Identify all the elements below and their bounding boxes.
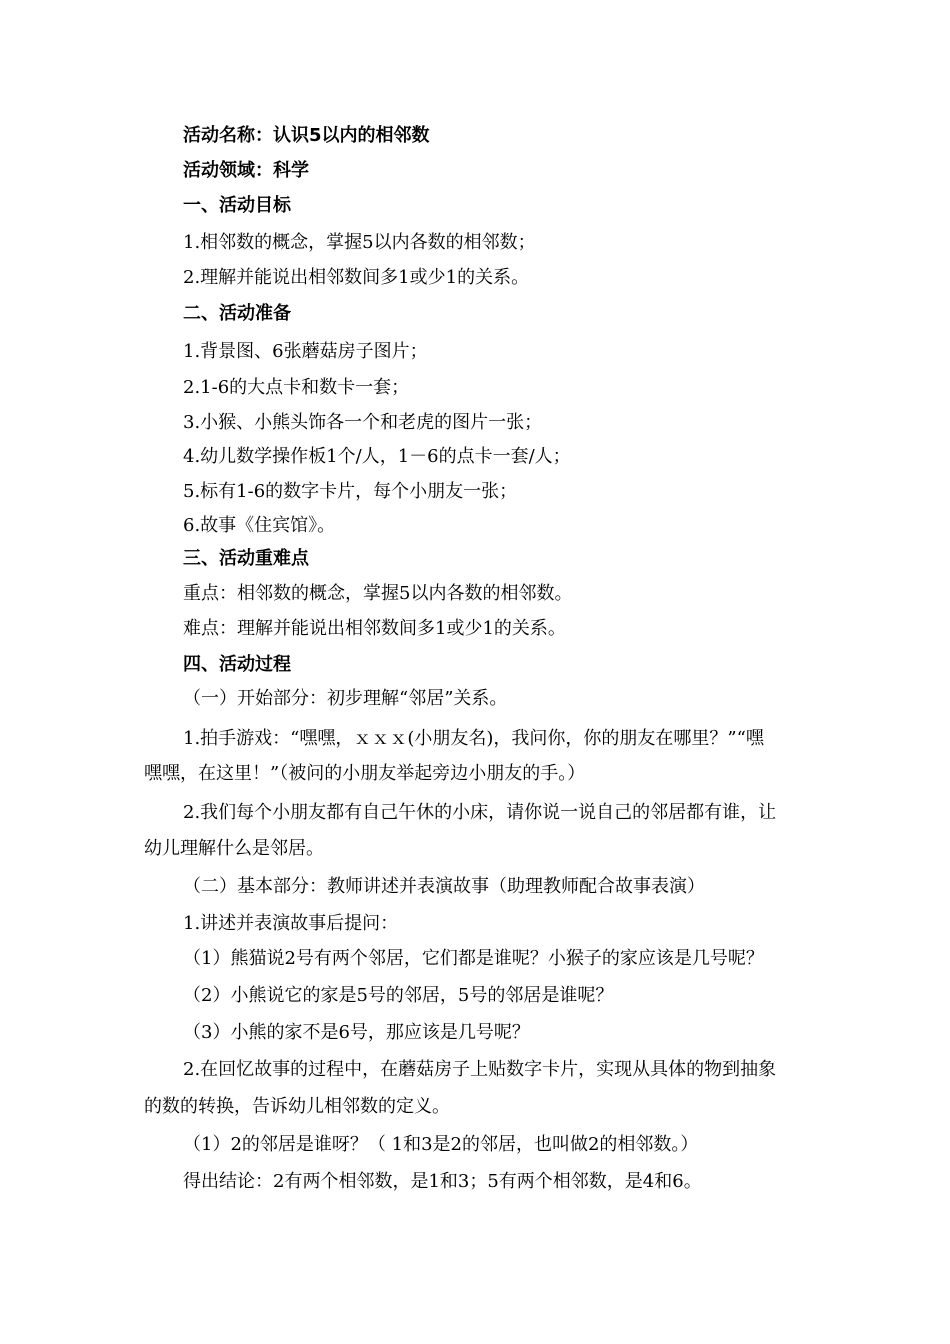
prep-item: 3.小猴、小熊头饰各一个和老虎的图片一张； bbox=[183, 412, 543, 433]
activity-name: 活动名称：认识5以内的相邻数 bbox=[183, 125, 430, 146]
paragraph-line: 的数的转换，告诉幼儿相邻数的定义。 bbox=[144, 1096, 450, 1117]
prep-item: 6.故事《住宾馆》。 bbox=[183, 515, 336, 536]
part-heading: （二）基本部分：教师讲述并表演故事（助理教师配合故事表演） bbox=[183, 876, 705, 897]
goal-item: 2.理解并能说出相邻数间多1或少1的关系。 bbox=[183, 267, 530, 288]
prep-item: 5.标有1-6的数字卡片，每个小朋友一张； bbox=[183, 481, 518, 502]
paragraph-line: 1.拍手游戏：“嘿嘿，ｘｘｘ(小朋友名)，我问你，你的朋友在哪里？”“嘿 bbox=[183, 728, 764, 749]
question-item: （1）2的邻居是谁呀？（ 1和3是2的邻居，也叫做2的相邻数。） bbox=[183, 1134, 699, 1155]
goal-item: 1.相邻数的概念，掌握5以内各数的相邻数； bbox=[183, 232, 536, 253]
section-heading-goals: 一、活动目标 bbox=[183, 195, 291, 216]
activity-field: 活动领域：科学 bbox=[183, 160, 309, 181]
section-heading-preparation: 二、活动准备 bbox=[183, 303, 291, 324]
prep-item: 2.1-6的大点卡和数卡一套； bbox=[183, 377, 410, 398]
paragraph-line: 2.我们每个小朋友都有自己午休的小床，请你说一说自己的邻居都有谁，让 bbox=[183, 802, 777, 823]
question-item: （1）熊猫说2号有两个邻居，它们都是谁呢？小猴子的家应该是几号呢？ bbox=[183, 948, 764, 969]
question-intro: 1.讲述并表演故事后提问： bbox=[183, 913, 399, 934]
key-point-difficulty: 难点：理解并能说出相邻数间多1或少1的关系。 bbox=[183, 618, 566, 639]
paragraph-line: 幼儿理解什么是邻居。 bbox=[144, 838, 324, 859]
prep-item: 1.背景图、6张蘑菇房子图片； bbox=[183, 341, 428, 362]
paragraph-line: 2.在回忆故事的过程中，在蘑菇房子上贴数字卡片，实现从具体的物到抽象 bbox=[183, 1059, 777, 1080]
section-heading-key-points: 三、活动重难点 bbox=[183, 548, 309, 569]
section-heading-process: 四、活动过程 bbox=[183, 654, 291, 675]
conclusion: 得出结论：2有两个相邻数，是1和3；5有两个相邻数，是4和6。 bbox=[183, 1171, 702, 1192]
part-heading: （一）开始部分：初步理解“邻居”关系。 bbox=[183, 688, 508, 709]
question-item: （2）小熊说它的家是5号的邻居，5号的邻居是谁呢？ bbox=[183, 985, 614, 1006]
question-item: （3）小熊的家不是6号，那应该是几号呢？ bbox=[183, 1022, 530, 1043]
paragraph-line: 嘿嘿，在这里！”（被问的小朋友举起旁边小朋友的手。） bbox=[144, 763, 586, 784]
prep-item: 4.幼儿数学操作板1个/人，1－6的点卡一套/人； bbox=[183, 446, 571, 467]
key-point-focus: 重点：相邻数的概念，掌握5以内各数的相邻数。 bbox=[183, 583, 573, 604]
